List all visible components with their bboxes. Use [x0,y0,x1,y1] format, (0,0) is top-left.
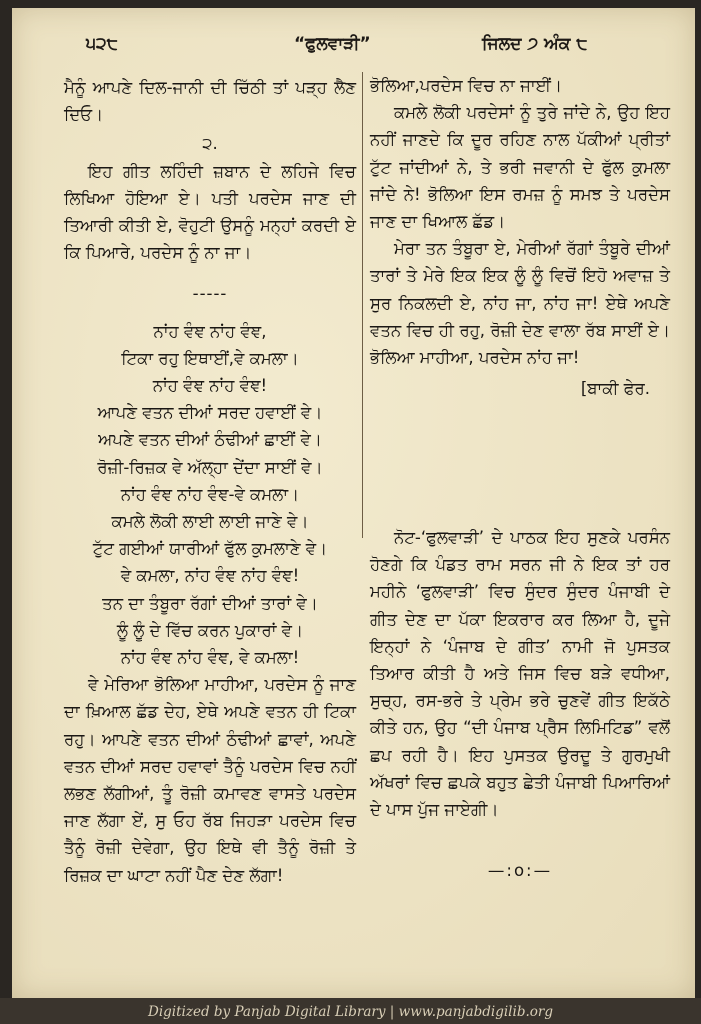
magazine-title: “ਫੁਲਵਾੜੀ” [294,34,371,54]
page-number: ੫੨੮ [86,34,118,54]
section-number: ੨. [202,134,218,154]
paragraph-1: ਕਮਲੇ ਲੋਕੀ ਪਰਦੇਸਾਂ ਨੂੰ ਤੁਰੇ ਜਾਂਦੇ ਨੇ, ਉਹ ਇਹ ਨਹੀਂ ਜਾਣਦੇ ਕਿ ਦੂਰ ਰਹਿਣ ਨਾਲ ਪੱਕੀਆਂ ਪ੍ਰੀਤਾਂ ਟੁੱਟ ਜਾਂਦੀਆਂ ਨੇ, ਤੇ ਭਰੀ ਜਵਾਨੀ ਦੇ ਫੁੱਲ ਕੁਮਲਾ ਜਾਂਦੇ ਨੇ! ਭੋਲਿਆ ਇਸ ਰਮਜ਼ ਨੂੰ ਸਮਝ ਤੇ ਪਰਦੇਸ ਜਾਣ ਦਾ ਖਿਆਲ ਛੱਡ। [370,103,670,232]
verse-line: ਟੁੱਟ ਗਈਆਂ ਯਾਰੀਆਂ ਫੁੱਲ ਕੁਮਲਾਣੇ ਵੇ। [92,539,328,559]
column-divider [362,72,363,538]
verse-line: ਵੇ ਕਮਲਾ, ਨਾਂਹ ਵੰਞ ਨਾਂਹ ਵੰਞ! [120,566,300,586]
verse-line: ਨਾਂਹ ਵੰਞ ਨਾਂਹ ਵੰਞ, [153,321,267,341]
to-be-continued: [ਬਾਕੀ ਫੇਰ. [580,379,650,399]
verse-line: ਰੋਜ਼ੀ-ਰਿਜ਼ਕ ਵੇ ਅੱਲ੍ਹਾ ਦੇਂਦਾ ਸਾਈਂ ਵੇ। [97,457,323,477]
verse-line: ਲੂੰ ਲੂੰ ਦੇ ਵਿੱਚ ਕਰਨ ਪੁਕਾਰਾਂ ਵੇ। [116,620,304,640]
volume-issue: ਜਿਲਦ ੭ ਅੰਕ ੮ [482,34,588,54]
paragraph-2: ਮੇਰਾ ਤਨ ਤੰਬੂਰਾ ਏ, ਮੇਰੀਆਂ ਰੱਗਾਂ ਤੰਬੂਰੇ ਦੀਆਂ ਤਾਰਾਂ ਤੇ ਮੇਰੇ ਇਕ ਇਕ ਲੂੰ ਲੂੰ ਵਿਚੋਂ ਇਹੋ ਅਵਾਜ਼ ਤੇ ਸੁਰ ਨਿਕਲਦੀ ਏ, ਨਾਂਹ ਜਾ, ਨਾਂਹ ਜਾ! ਏਥੇ ਅਪਣੇ ਵਤਨ ਵਿਚ ਹੀ ਰਹੁ, ਰੋਜ਼ੀ ਦੇਣ ਵਾਲਾ ਰੱਬ ਸਾਈਂ ਏ। ਭੋਲਿਆ ਮਾਹੀਆ, ਪਰਦੇਸ ਨਾਂਹ ਜਾ! [370,239,670,368]
continuation-line: ਭੋਲਿਆ,ਪਰਦੇਸ ਵਿਚ ਨਾ ਜਾਈਂ। [370,76,563,95]
verse-line: ਆਪਣੇ ਵਤਨ ਦੀਆਂ ਸਰਦ ਹਵਾਈਂ ਵੇ। [97,403,323,423]
editor-note: ਨੋਟ-‘ਫੁਲਵਾੜੀ’ ਦੇ ਪਾਠਕ ਇਹ ਸੁਣਕੇ ਪਰਸੰਨ ਹੋਣਗੇ ਕਿ ਪੰਡਤ ਰਾਮ ਸਰਨ ਜੀ ਨੇ ਇਕ ਤਾਂ ਹਰ ਮਹੀਨੇ ‘ਫੁਲਵਾੜੀ’ ਵਿਚ ਸੁੰਦਰ ਸੁੰਦਰ ਪੰਜਾਬੀ ਦੇ ਗੀਤ ਦੇਣ ਦਾ ਪੱਕਾ ਇਕਰਾਰ ਕਰ ਲਿਆ ਹੈ, ਦੂਜੇ ਇਨ੍ਹਾਂ ਨੇ ‘ਪੰਜਾਬ ਦੇ ਗੀਤ’ ਨਾਮੀ ਜੋ ਪੁਸਤਕ ਤਿਆਰ ਕੀਤੀ ਹੈ ਅਤੇ ਜਿਸ ਵਿਚ ਬੜੇ ਵਧੀਆ, ਸੁਚ੍ਹ, ਰਸ-ਭਰੇ ਤੇ ਪ੍ਰੇਮ ਭਰੇ ਚੁਣਵੇਂ ਗੀਤ ਇਕੱਠੇ ਕੀਤੇ ਹਨ, ਉਹ “ਦੀ ਪੰਜਾਬ ਪ੍ਰੈਸ ਲਿਮਿਟਿਡ” ਵਲੋਂ ਛਪ ਰਹੀ ਹੈ। ਇਹ ਪੁਸਤਕ ਉਰਦੂ ਤੇ ਗੁਰਮੁਖੀ ਅੱਖਰਾਂ ਵਿਚ ਛਪਕੇ ਬਹੁਤ ਛੇਤੀ ਪੰਜਾਬੀ ਪਿਆਰਿਆਂ ਦੇ ਪਾਸ ਪੁੱਜ ਜਾਏਗੀ। [370,528,670,820]
page-header [12,34,695,64]
verse-line: ਨਾਂਹ ਵੰਞ ਨਾਂਹ ਵੰਞ, ਵੇ ਕਮਲਾ! [120,648,300,668]
verse-line: ਤਨ ਦਾ ਤੰਬੂਰਾ ਰੱਗਾਂ ਦੀਆਂ ਤਾਰਾਂ ਵੇ। [102,593,318,613]
right-column-note [370,524,670,884]
left-column [64,74,356,889]
verse-explanation: ਵੇ ਮੇਰਿਆ ਭੋਲਿਆ ਮਾਹੀਆ, ਪਰਦੇਸ ਨੂੰ ਜਾਣ ਦਾ ਖ਼ਿਆਲ ਛੱਡ ਦੇਹ, ਏਥੇ ਅਪਣੇ ਵਤਨ ਹੀ ਟਿਕਾ ਰਹੁ। ਆਪਣੇ ਵਤਨ ਦੀਆਂ ਠੰਢੀਆਂ ਛਾਵਾਂ, ਅਪਣੇ ਵਤਨ ਦੀਆਂ ਸਰਦ ਹਵਾਵਾਂ ਤੈਨੂੰ ਪਰਦੇਸ ਵਿਚ ਨਹੀਂ ਲਭਣ ਲੱਗੀਆਂ, ਤੂੰ ਰੋਜ਼ੀ ਕਮਾਵਣ ਵਾਸਤੇ ਪਰਦੇਸ ਜਾਣ ਲੱਗਾ ਏਂ, ਸੁ ਓਹ ਰੱਬ ਜਿਹੜਾ ਪਰਦੇਸ ਵਿਚ ਤੈਨੂੰ ਰੋਜ਼ੀ ਦੇਵੇਗਾ, ਉਹ ਇਥੇ ਵੀ ਤੈਨੂੰ ਰੋਜ਼ੀ ਤੇ ਰਿਜ਼ਕ ਦਾ ਘਾਟਾ ਨਹੀਂ ਪੈਣ ਦੇਣ ਲੱਗਾ! [64,675,356,885]
verse-line: ਕਮਲੇ ਲੋਕੀ ਲਾਈ ਲਾਈ ਜਾਣੇ ਵੇ। [111,512,309,532]
verse-line: ਨਾਂਹ ਵੰਞ ਨਾਂਹ ਵੰਞ-ਵੇ ਕਮਲਾ। [120,484,300,504]
intro-text: ਮੈਨੂੰ ਆਪਣੇ ਦਿਲ-ਜਾਨੀ ਦੀ ਚਿੱਠੀ ਤਾਂ ਪੜ੍ਹ ਲੈਣ ਦਿਓ। [64,78,356,125]
verse-line: ਨਾਂਹ ਵੰਞ ਨਾਂਹ ਵੰਞ! [152,376,268,396]
verse-line: ਅਪਣੇ ਵਤਨ ਦੀਆਂ ਠੰਢੀਆਂ ਛਾਈਂ ਵੇ। [98,430,322,450]
right-column-top [370,72,670,402]
magazine-page [12,8,695,998]
song-verse [64,318,356,672]
section-rule: ----- [192,284,228,304]
verse-line: ਟਿਕਾ ਰਹੁ ਇਥਾਈਂ,ਵੇ ਕਮਲਾ। [121,348,299,368]
end-mark: —:o:— [487,861,553,881]
digitized-footer: Digitized by Panjab Digital Library | www.panjabdigilib.org [148,1004,553,1020]
section-intro: ਇਹ ਗੀਤ ਲਹਿੰਦੀ ਜ਼ਬਾਨ ਦੇ ਲਹਿਜੇ ਵਿਚ ਲਿਖਿਆ ਹੋਇਆ ਏ। ਪਤੀ ਪਰਦੇਸ ਜਾਣ ਦੀ ਤਿਆਰੀ ਕੀਤੀ ਏ, ਵੋਹੁਟੀ ਉਸਨੂੰ ਮਨ੍ਹਾਂ ਕਰਦੀ ਏ ਕਿ ਪਿਆਰੇ, ਪਰਦੇਸ ਨੂੰ ਨਾ ਜਾ। [64,161,356,263]
